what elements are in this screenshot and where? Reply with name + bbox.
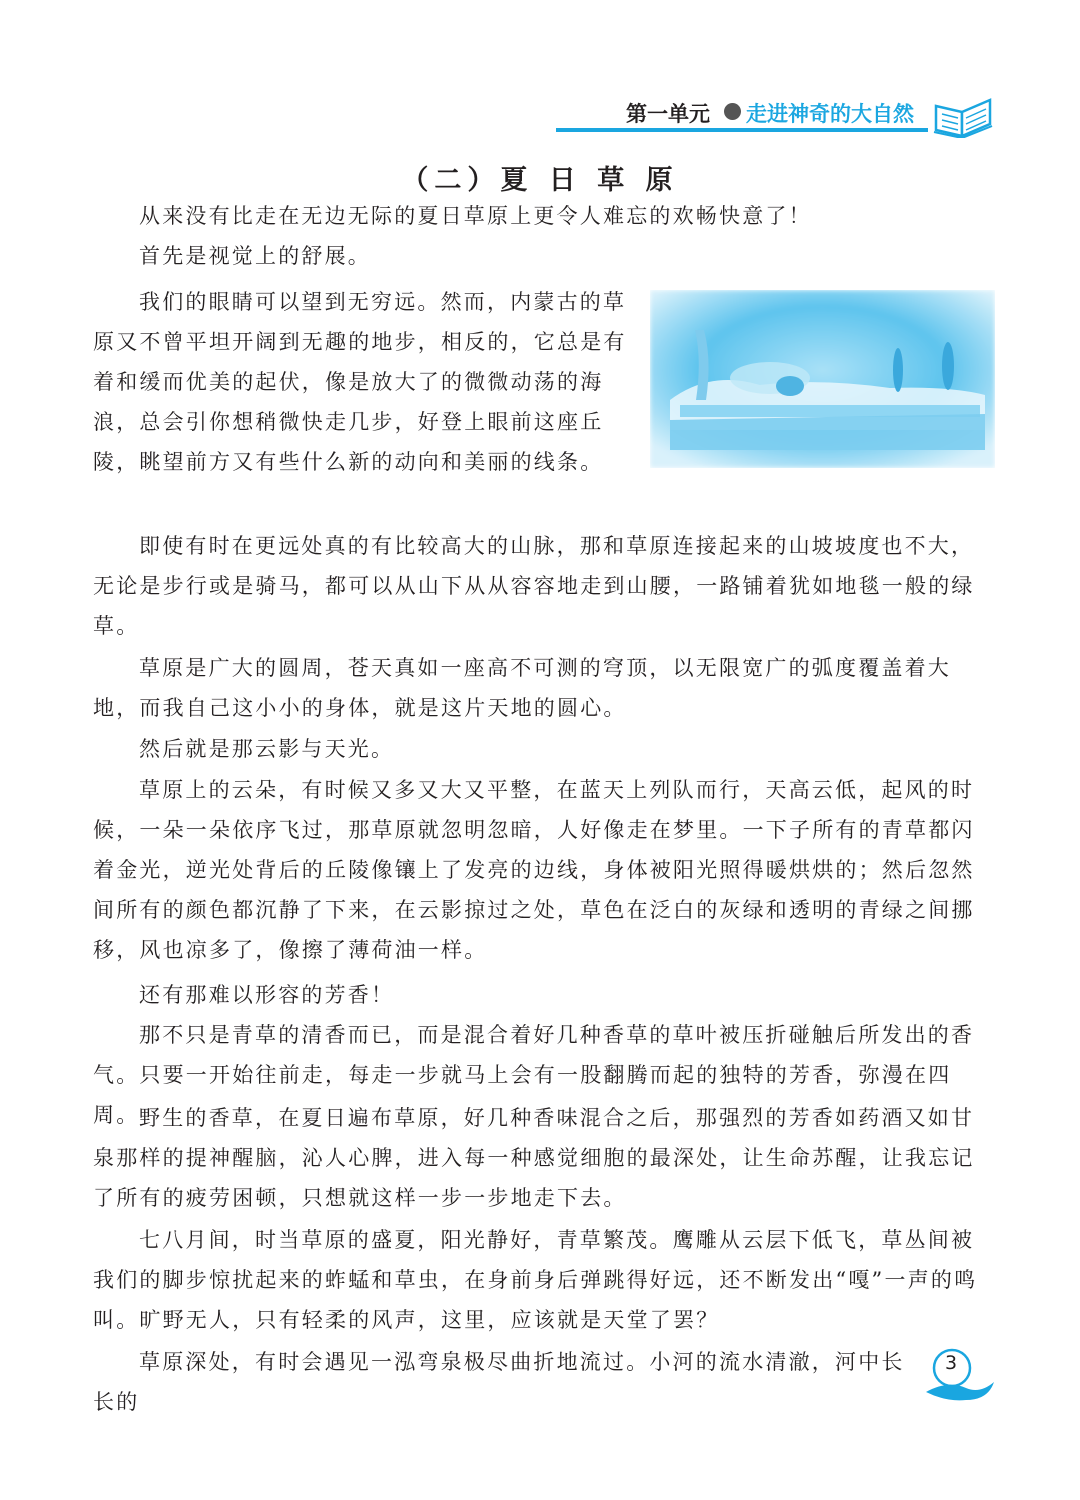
grassland-landscape-illustration xyxy=(650,290,995,468)
paragraph-12: 草原深处，有时会遇见一泓弯泉极尽曲折地流过。小河的流水清澈，河中长长的 xyxy=(93,1350,905,1414)
paragraph-10: 野生的香草，在夏日遍布草原，好几种香味混合之后，那强烈的芳香如药酒又如甘泉那样的提神醒脑，沁人心脾，进入每一种感觉细胞的最深处，让生命苏醒，让我忘记了所有的疲劳困顿，只想就这样一步一步地走下去。 xyxy=(93,1106,975,1210)
paragraph-2: 首先是视觉上的舒展。 xyxy=(139,244,371,268)
bullet-dot xyxy=(724,103,741,120)
paragraph-11: 七八月间，时当草原的盛夏，阳光静好，青草繁茂。鹰雕从云层下低飞，草丛间被我们的脚步惊扰起来的蚱蜢和草虫，在身前身后弹跳得好远，还不断发出“嘎”一声的鸣叫。旷野无人，只有轻柔的风声，这里，应该就是天堂了罢？ xyxy=(93,1228,978,1332)
unit-label: 第一单元 xyxy=(626,102,710,126)
page-number: 3 xyxy=(944,1352,958,1374)
paragraph-7: 草原上的云朵，有时候又多又大又平整，在蓝天上列队而行，天高云低，起风的时候，一朵一朵依序飞过，那草原就忽明忽暗，人好像走在梦里。一下子所有的青草都闪着金光，逆光处背后的丘陵像镶上了发亮的边线，身体被阳光照得暖烘烘的；然后忽然间所有的颜色都沉静了下来，在云影掠过之处，草色在泛白的灰绿和透明的青绿之间挪移，风也凉多了，像擦了薄荷油一样。 xyxy=(93,778,975,962)
open-book-icon xyxy=(932,94,994,138)
unit-header xyxy=(556,94,996,142)
paragraph-5: 草原是广大的圆周，苍天真如一座高不可测的穹顶，以无限宽广的弧度覆盖着大地，而我自己这小小的身体，就是这片天地的圆心。 xyxy=(93,656,951,720)
paragraph-1: 从来没有比走在无边无际的夏日草原上更令人难忘的欢畅快意了！ xyxy=(139,204,812,228)
unit-title: 走进神奇的大自然 xyxy=(746,102,914,126)
paragraph-8: 还有那难以形容的芳香！ xyxy=(139,983,395,1007)
paragraph-3: 我们的眼睛可以望到无穷远。然而，内蒙古的草原又不曾平坦开阔到无趣的地步，相反的，它总是有着和缓而优美的起伏，像是放大了的微微动荡的海浪，总会引你想稍微快走几步，好登上眼前这座丘陵，眺望前方又有些什么新的动向和美丽的线条。 xyxy=(93,290,627,474)
paragraph-6: 然后就是那云影与天光。 xyxy=(139,737,395,761)
paragraph-9: 那不只是青草的清香而已，而是混合着好几种香草的草叶被压折碰触后所发出的香气。只要一开始往前走，每走一步就马上会有一股翻腾而起的独特的芳香，弥漫在四周。 xyxy=(93,1023,975,1127)
header-rule xyxy=(556,128,928,132)
paragraph-4: 即使有时在更远处真的有比较高大的山脉，那和草原连接起来的山坡坡度也不大，无论是步行或是骑马，都可以从山下从从容容地走到山腰，一路铺着犹如地毯一般的绿草。 xyxy=(93,534,975,638)
article-title: （二）夏 日 草 原 xyxy=(401,165,679,196)
